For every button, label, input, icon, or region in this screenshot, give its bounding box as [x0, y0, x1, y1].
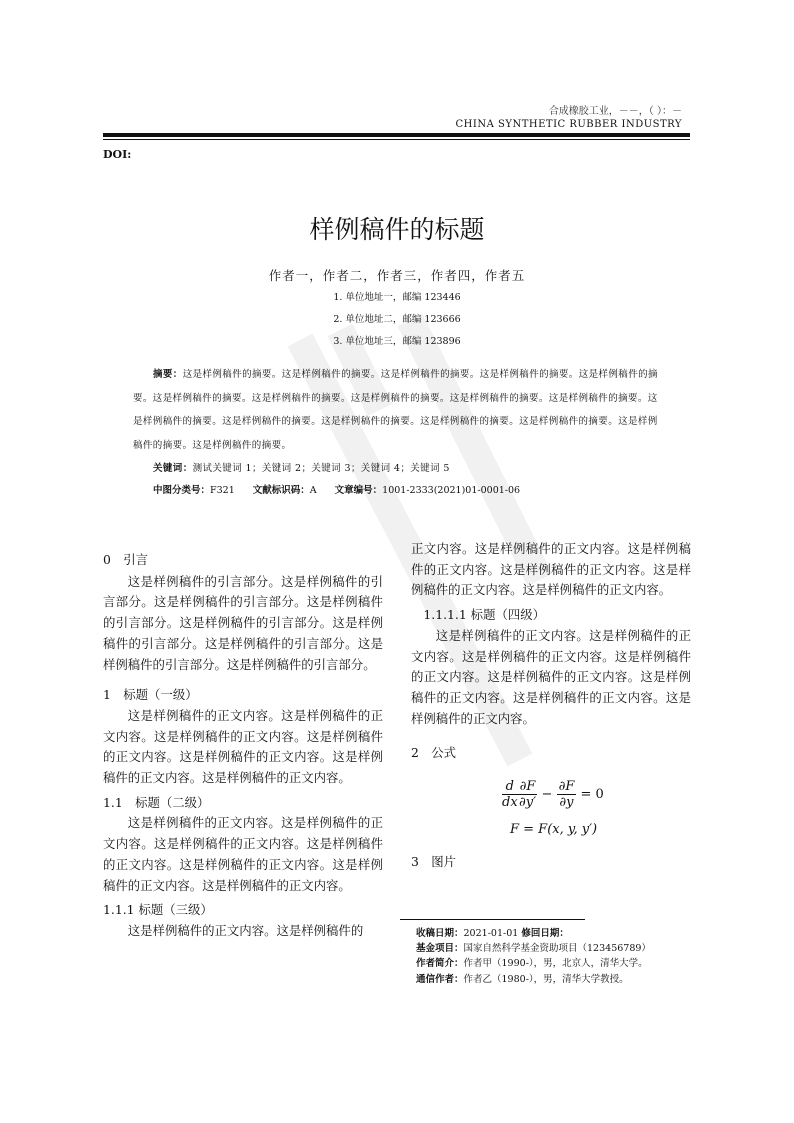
- body-paragraph: 这是样例稿件的正文内容。这是样例稿件的正文内容。这是样例稿件的正文内容。这是样例稿件的正文内容。这是样例稿件的正文内容。这是样例稿件的正文内容。这是样例稿件的正文内容。这是样例稿件的正文内容。: [411, 627, 691, 726]
- affiliation-3: 3. 单位地址三，邮编 123896: [333, 336, 461, 347]
- section-heading-1: 1 标题（一级）: [103, 687, 198, 703]
- body-paragraph: 这是样例稿件的正文内容。这是样例稿件的正文内容。这是样例稿件的正文内容。这是样例稿件的正文内容。这是样例稿件的正文内容。这是样例稿件的正文内容。这是样例稿件的正文内容。: [103, 707, 383, 786]
- section-heading-2: 2 公式: [411, 745, 457, 761]
- article-number-label: 文章编号：: [334, 485, 383, 496]
- doc-code-label: 文献标识码：: [252, 485, 310, 496]
- doc-code-value: A: [309, 485, 317, 496]
- formula-equals-zero: = 0: [580, 787, 604, 802]
- keywords-label: 关键词：: [153, 463, 193, 474]
- footnote-rule: [400, 919, 585, 920]
- classification-line: [153, 482, 520, 496]
- body-left-column: [103, 550, 383, 942]
- fraction-dF-dyprime: $\frac{\partial F}{\partial y'}$: [519, 779, 537, 810]
- section-heading-0: 0 引言: [103, 552, 149, 567]
- fraction-dF-dy: $\frac{\partial F}{\partial y}$: [558, 779, 575, 810]
- keywords-text: 测试关键词 1；关键词 2；关键词 3；关键词 4；关键词 5: [192, 463, 450, 474]
- keywords-line: [153, 460, 450, 474]
- affiliation-1: 1. 单位地址一，邮编 123446: [333, 292, 461, 303]
- header-rule-thin: [103, 139, 690, 140]
- formula-F-definition: F = F(x, y, y′): [510, 822, 598, 837]
- header-rule-thick: [103, 133, 690, 137]
- abstract-block: [133, 363, 665, 457]
- section-heading-1-1-1-1: 1.1.1.1 标题（四级）: [411, 607, 546, 623]
- abstract-text: 这是样例稿件的摘要。这是样例稿件的摘要。这是样例稿件的摘要。这是样例稿件的摘要。这是样例稿件的摘要。这是样例稿件的摘要。这是样例稿件的摘要。这是样例稿件的摘要。这是样例稿件的摘要。这是样例稿件的摘要。这是样例稿件的摘要。这是样例稿件的摘要。这是样例稿件的摘要。这是样例稿件的摘要。这是样例稿件的摘要。这是样例稿件的摘要。这是样例稿件的摘要。: [133, 369, 658, 451]
- author-list: 作者一，作者二，作者三，作者四，作者五: [268, 268, 526, 283]
- paper-title: 样例稿件的标题: [309, 215, 485, 244]
- journal-header-en: CHINA SYNTHETIC RUBBER INDUSTRY: [455, 119, 682, 130]
- formula-minus: −: [541, 787, 553, 802]
- footnote-received-date: 收稿日期：2021-01-01 修回日期：: [416, 928, 569, 939]
- affiliation-2: 2. 单位地址二，邮编 123666: [333, 314, 461, 325]
- clc-value: F321: [210, 485, 235, 496]
- article-number-value: 1001-2333(2021)01-0001-06: [382, 485, 521, 496]
- body-paragraph: 这是样例稿件的正文内容。这是样例稿件的: [127, 922, 364, 938]
- section-heading-1-1-1: 1.1.1 标题（三级）: [103, 902, 213, 918]
- section-heading-1-1: 1.1 标题（二级）: [103, 794, 210, 810]
- abstract-label: 摘要：: [153, 369, 183, 380]
- body-paragraph-continued: 正文内容。这是样例稿件的正文内容。这是样例稿件的正文内容。这是样例稿件的正文内容。这是样例稿件的正文内容。这是样例稿件的正文内容。: [411, 541, 691, 598]
- footnote-funding: 基金项目：国家自然科学基金资助项目（123456789）: [416, 943, 651, 954]
- doi-label: DOI:: [103, 148, 132, 161]
- body-paragraph: 这是样例稿件的引言部分。这是样例稿件的引言部分。这是样例稿件的引言部分。这是样例稿件的引言部分。这是样例稿件的引言部分。这是样例稿件的引言部分。这是样例稿件的引言部分。这是样例稿件的引言部分。这是样例稿件的引言部分。: [103, 573, 383, 672]
- journal-header-cn: 合成橡胶工业，－－，（ ）：－: [548, 106, 682, 117]
- formula-euler-lagrange: [502, 779, 604, 810]
- body-paragraph: 这是样例稿件的正文内容。这是样例稿件的正文内容。这是样例稿件的正文内容。这是样例稿件的正文内容。这是样例稿件的正文内容。这是样例稿件的正文内容。这是样例稿件的正文内容。: [103, 815, 383, 893]
- body-right-column: [411, 539, 691, 764]
- footnote-corresponding-author: 通信作者：作者乙（1980-），男，清华大学教授。: [416, 974, 629, 985]
- fraction-d-dx: $\frac{d}{dx}$: [502, 779, 518, 810]
- section-heading-3: 3 图片: [411, 854, 457, 869]
- clc-label: 中图分类号：: [153, 485, 211, 496]
- footnote-author-bio: 作者简介：作者甲（1990-），男，北京人，清华大学。: [416, 958, 648, 969]
